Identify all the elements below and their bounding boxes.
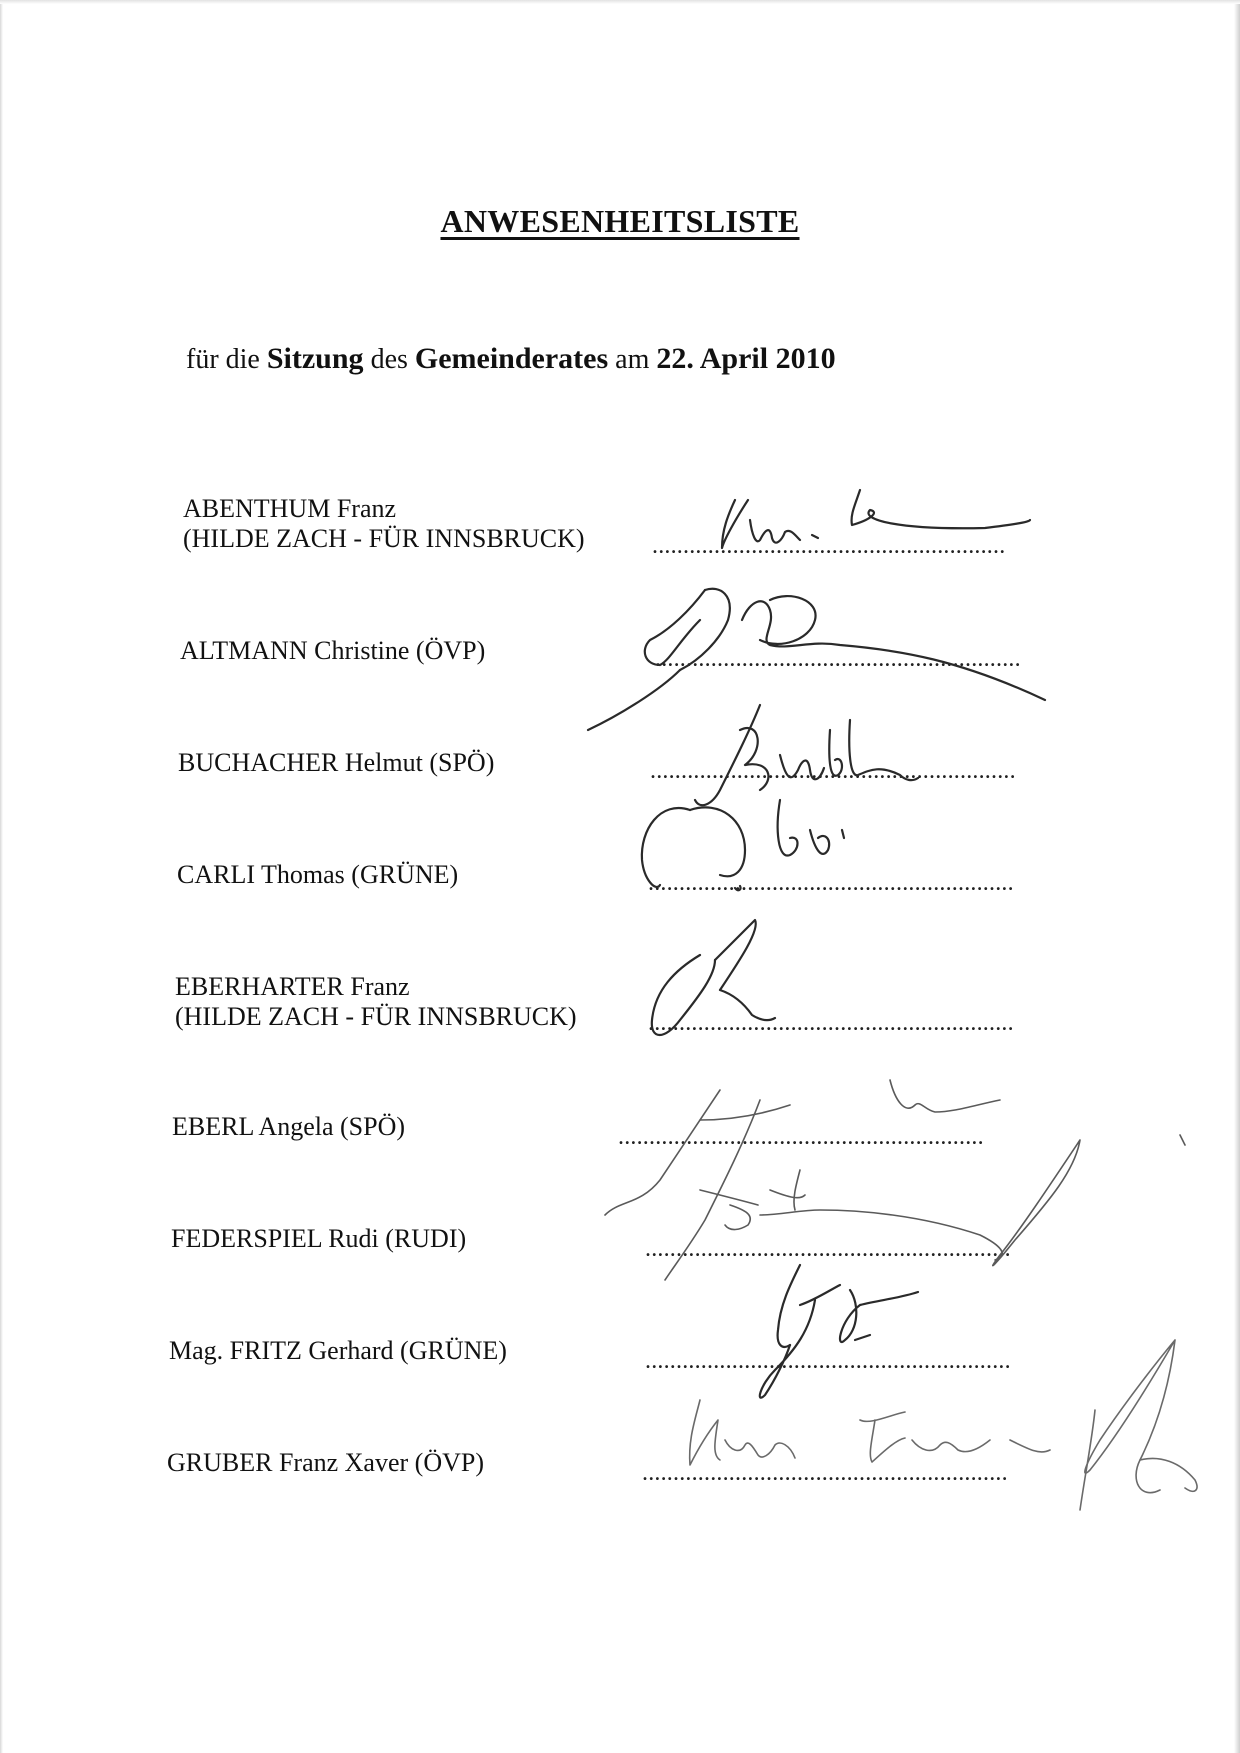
subtitle-date: 22. April 2010 xyxy=(656,342,836,375)
attendee-name-line2: (HILDE ZACH - FÜR INNSBRUCK) xyxy=(175,1002,577,1031)
attendee-name-line1: GRUBER Franz Xaver (ÖVP) xyxy=(167,1448,485,1477)
signature-line: ........................................................... xyxy=(648,1010,1014,1036)
scan-edge-top xyxy=(0,0,1240,4)
subtitle-part: des xyxy=(363,344,415,375)
attendee-name xyxy=(175,972,577,1032)
attendee-name-line1: BUCHACHER Helmut (SPÖ) xyxy=(178,748,495,777)
attendee-name-line1: Mag. FRITZ Gerhard (GRÜNE) xyxy=(169,1336,507,1365)
subtitle-session: Sitzung xyxy=(266,342,364,375)
subtitle-part: für die xyxy=(186,344,267,375)
signature-buchacher xyxy=(695,705,918,805)
signature-line: ........................................................... xyxy=(655,646,1021,672)
scan-edge-left xyxy=(0,0,3,1753)
signature-fritz xyxy=(760,1265,918,1398)
attendee-name xyxy=(167,1448,484,1478)
signature-line: ........................................................... xyxy=(645,1348,1011,1374)
attendee-name-line1: EBERL Angela (SPÖ) xyxy=(172,1112,406,1141)
meeting-subtitle xyxy=(186,342,836,376)
attendee-name xyxy=(172,1112,405,1142)
attendee-name xyxy=(183,494,585,554)
attendee-name xyxy=(171,1224,466,1254)
attendee-name-line1: FEDERSPIEL Rudi (RUDI) xyxy=(171,1224,467,1253)
attendee-name-line1: ABENTHUM Franz xyxy=(183,494,397,523)
scan-edge-right xyxy=(1234,0,1240,1753)
signature-line: ........................................................... xyxy=(618,1124,984,1150)
signature-line: ........................................................... xyxy=(648,870,1014,896)
attendee-name xyxy=(178,748,494,778)
attendee-name-line1: ALTMANN Christine (ÖVP) xyxy=(180,636,486,665)
signature-line: ........................................................... xyxy=(642,1460,1008,1486)
attendee-name xyxy=(169,1336,507,1366)
attendee-name xyxy=(177,860,458,890)
signature-line: ........................................................... xyxy=(645,1236,1011,1262)
signature-line: ........................................................... xyxy=(650,758,1016,784)
attendee-name xyxy=(180,636,485,666)
subtitle-council: Gemeinderates xyxy=(414,342,609,375)
page-title: ANWESENHEITSLISTE xyxy=(440,203,800,239)
attendee-name-line1: EBERHARTER Franz xyxy=(175,972,410,1001)
subtitle-part: am xyxy=(608,344,657,375)
signature-line: ......................................................... xyxy=(652,533,1006,559)
attendee-name-line2: (HILDE ZACH - FÜR INNSBRUCK) xyxy=(183,524,585,553)
attendee-name-line1: CARLI Thomas (GRÜNE) xyxy=(177,860,459,889)
